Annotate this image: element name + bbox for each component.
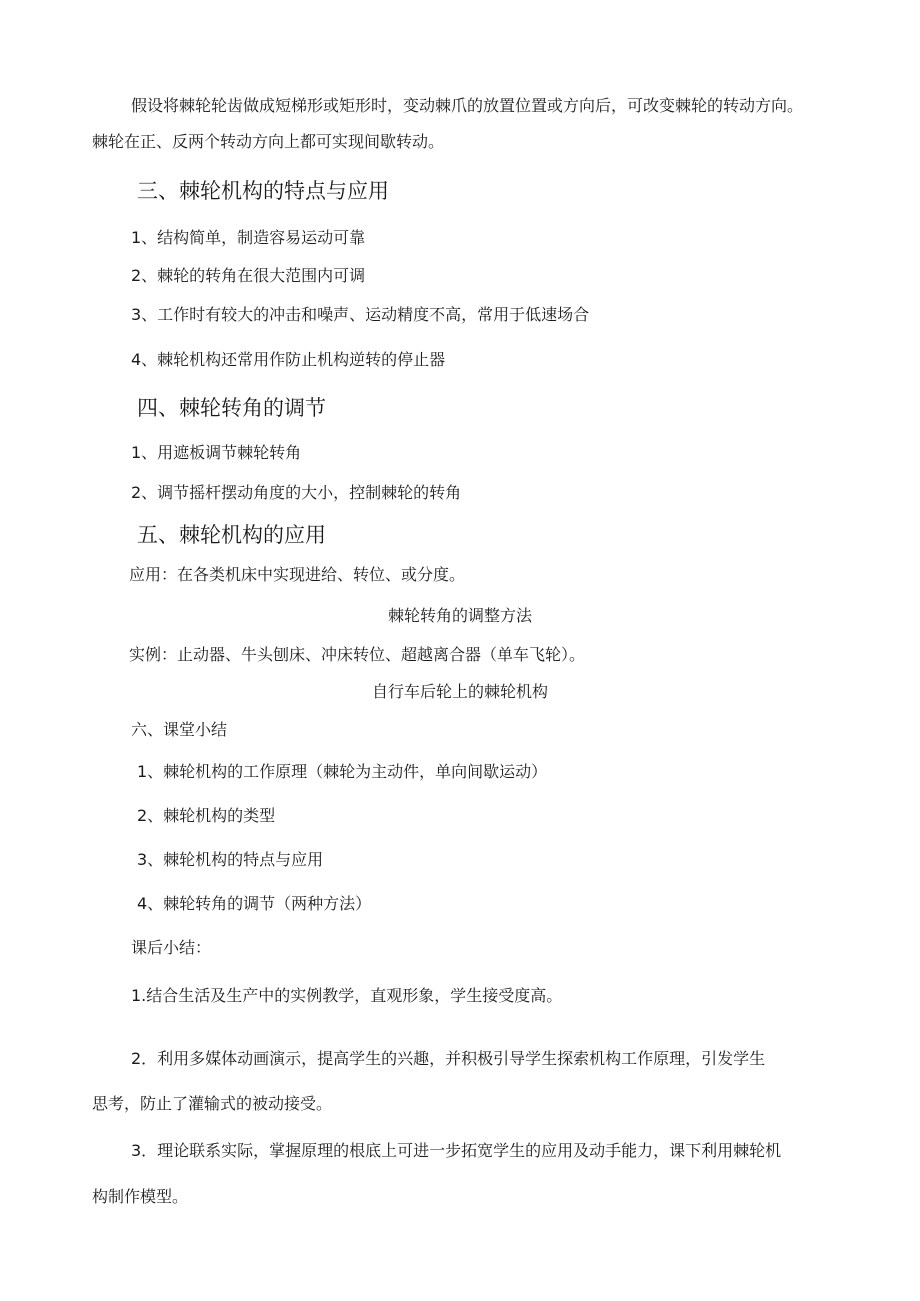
section-5-examples: 实例：止动器、牛头刨床、冲床转位、超越离合器（单车飞轮）。 — [129, 645, 586, 664]
figure-caption-bicycle: 自行车后轮上的棘轮机构 — [371, 682, 548, 701]
section-3-heading: 三、棘轮机构的特点与应用 — [137, 179, 389, 203]
section-3-item-1: 1、结构简单，制造容易运动可靠 — [131, 228, 366, 247]
section-6-item-1: 1、棘轮机构的工作原理（棘轮为主动件，单向间歇运动） — [137, 762, 548, 781]
section-3-item-3: 3、工作时有较大的冲击和噪声、运动精度不高，常用于低速场合 — [131, 305, 590, 324]
section-6-item-3: 3、棘轮机构的特点与应用 — [137, 850, 324, 869]
reflection-paragraph-1: 1.结合生活及生产中的实例教学，直观形象，学生接受度高。 — [131, 986, 563, 1005]
section-4-item-1: 1、用遮板调节棘轮转角 — [131, 443, 302, 462]
section-6-heading: 六、课堂小结 — [131, 720, 228, 739]
intro-line-2: 棘轮在正、反两个转动方向上都可实现间歇转动。 — [92, 132, 445, 151]
section-4-item-2: 2、调节摇杆摆动角度的大小，控制棘轮的转角 — [131, 483, 462, 502]
figure-caption-adjustment: 棘轮转角的调整方法 — [387, 606, 532, 625]
reflection-heading: 课后小结： — [131, 938, 212, 957]
reflection-paragraph-3-line-2: 构制作模型。 — [92, 1187, 189, 1206]
section-4-heading: 四、棘轮转角的调节 — [137, 396, 326, 420]
reflection-paragraph-2-line-2: 思考，防止了灌输式的被动接受。 — [92, 1094, 333, 1113]
section-5-heading: 五、棘轮机构的应用 — [137, 523, 326, 547]
section-6-item-4: 4、棘轮转角的调节（两种方法） — [137, 894, 372, 913]
intro-line-1: 假设将棘轮轮齿做成短梯形或矩形时，变动棘爪的放置位置或方向后，可改变棘轮的转动方向。 — [131, 96, 804, 115]
section-3-item-2: 2、棘轮的转角在很大范围内可调 — [131, 266, 366, 285]
reflection-paragraph-2-line-1: 2．利用多媒体动画演示，提高学生的兴趣，并积极引导学生探索机构工作原理，引发学生 — [131, 1049, 766, 1068]
section-6-item-2: 2、棘轮机构的类型 — [137, 806, 276, 825]
reflection-paragraph-3-line-1: 3．理论联系实际，掌握原理的根底上可进一步拓宽学生的应用及动手能力，课下利用棘轮机 — [131, 1141, 782, 1160]
section-3-item-4: 4、棘轮机构还常用作防止机构逆转的停止器 — [131, 350, 446, 369]
section-5-application: 应用：在各类机床中实现进给、转位、或分度。 — [129, 565, 466, 584]
